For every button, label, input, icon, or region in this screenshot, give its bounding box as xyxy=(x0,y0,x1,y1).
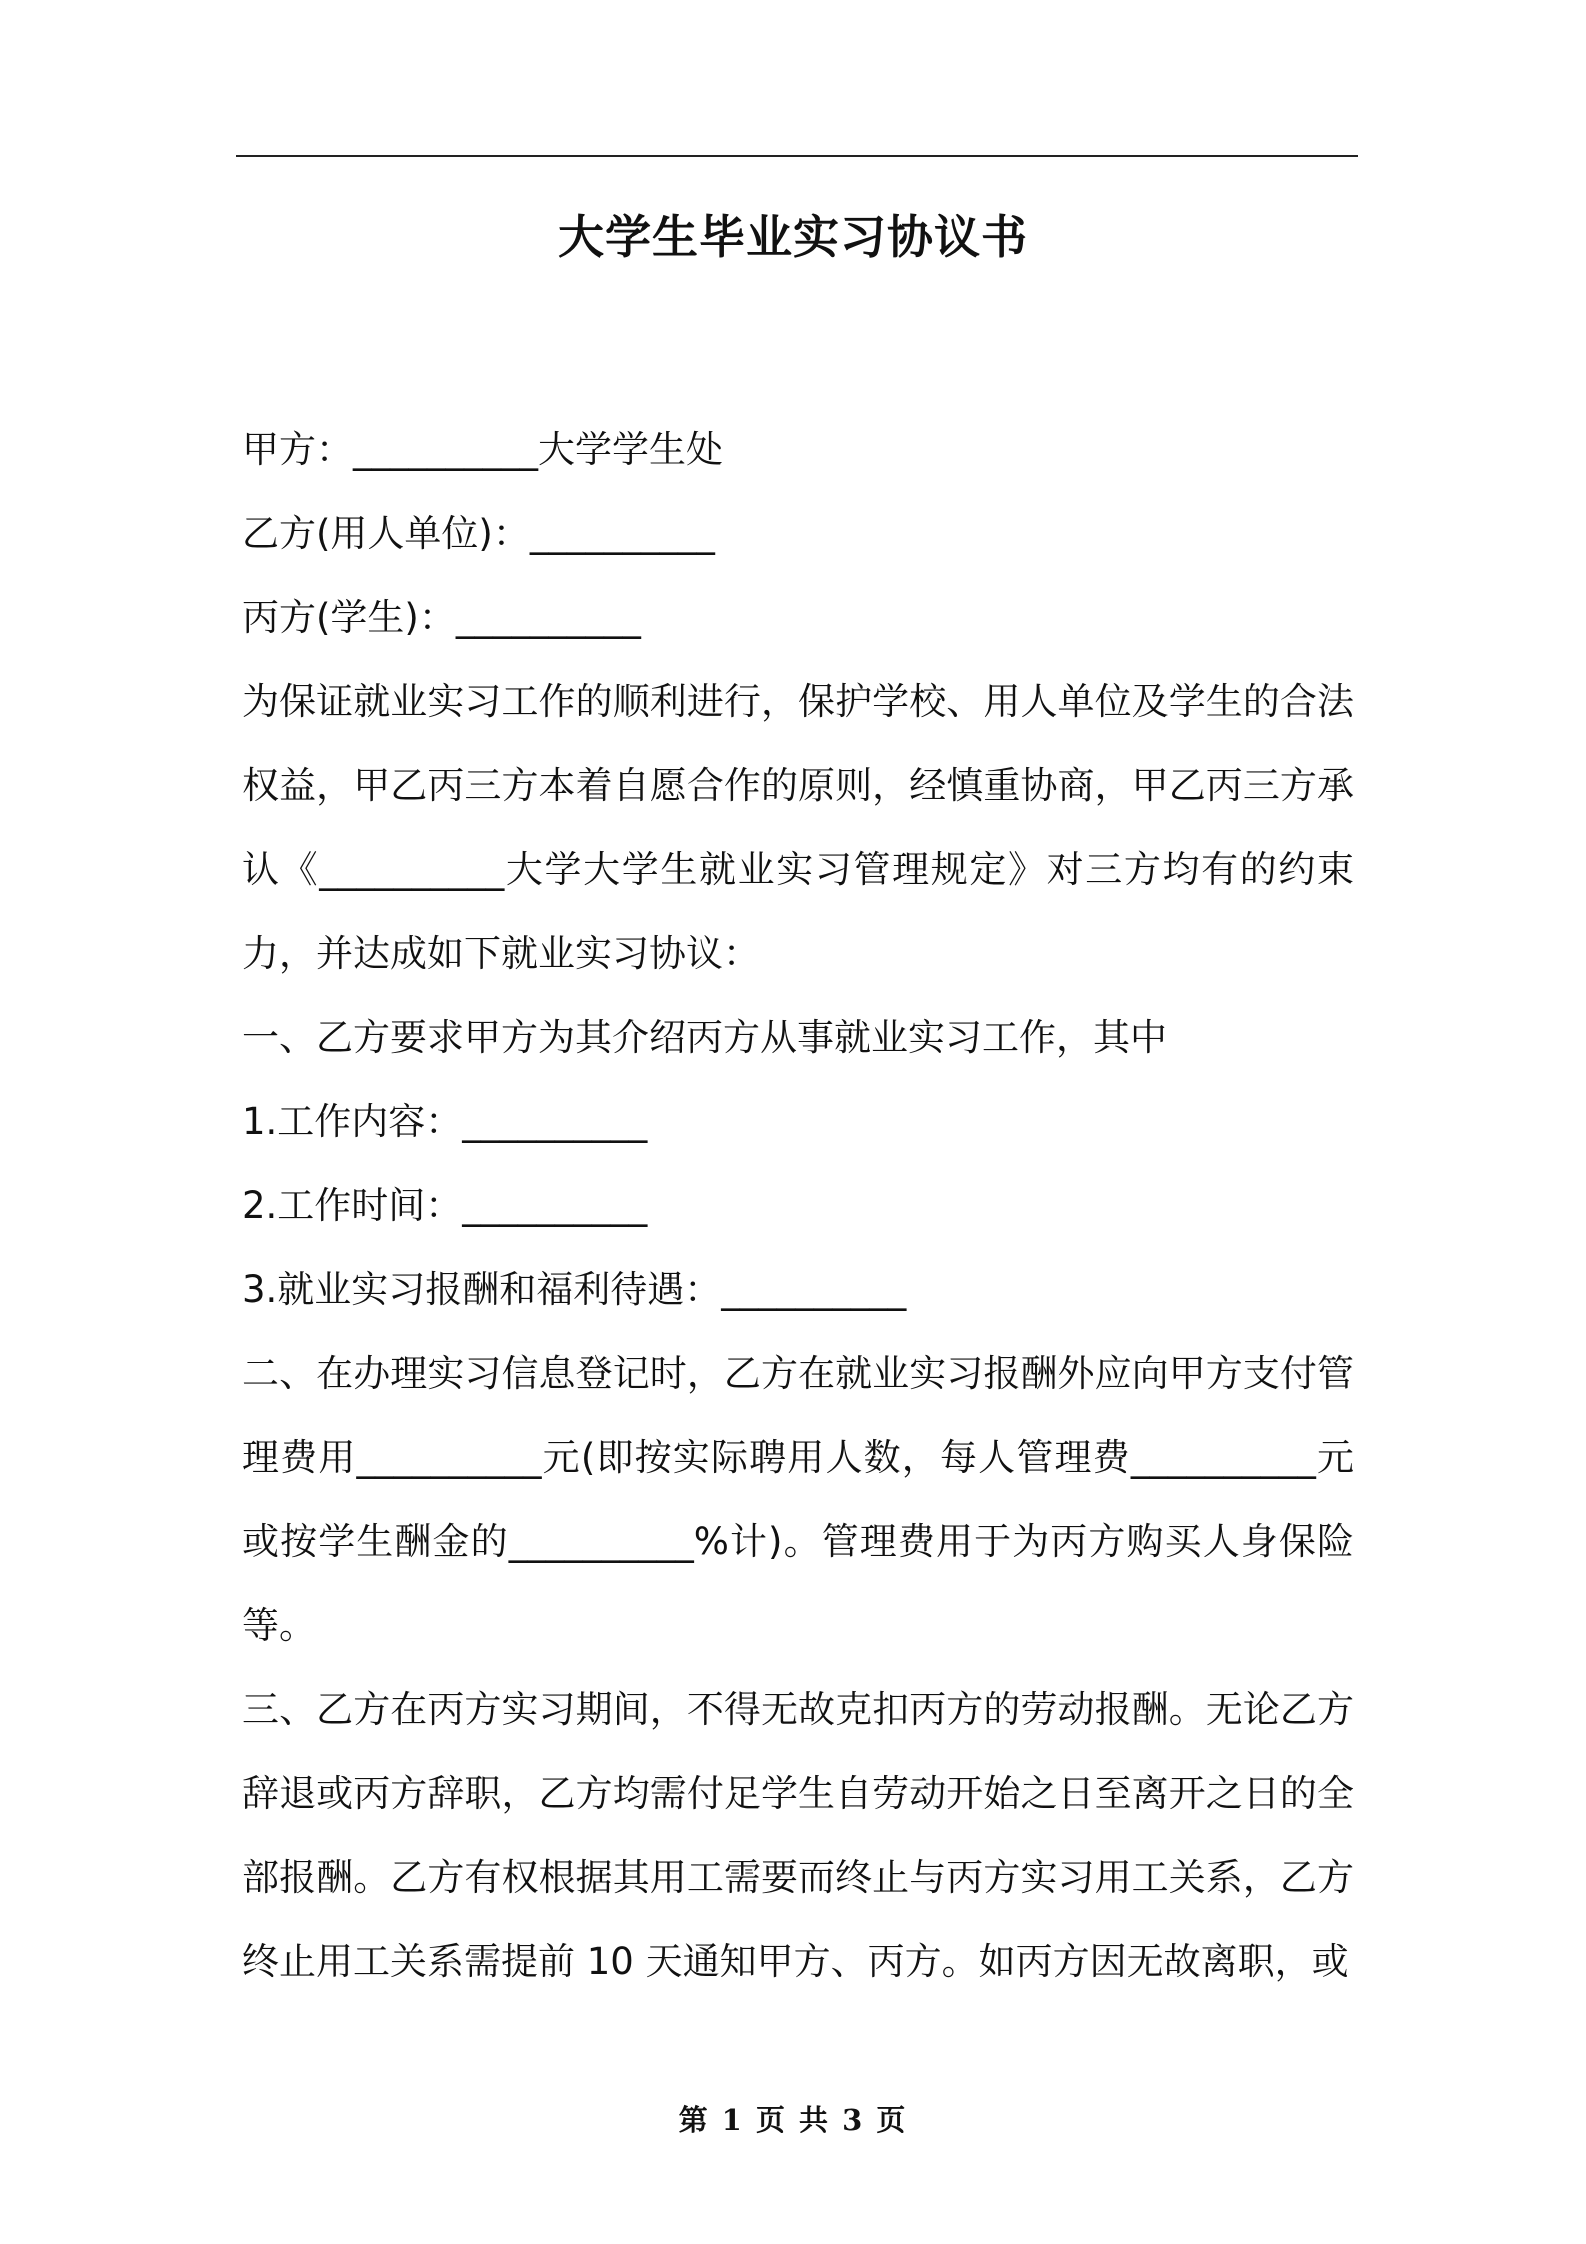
page-number-footer: 第 1 页 共 3 页 xyxy=(678,2103,908,2137)
clause-3-paragraph: 三、乙方在丙方实习期间，不得无故克扣丙方的劳动报酬。无论乙方辞退或丙方辞职，乙方均需付足学生自劳动开始之日至离开之日的全部报酬。乙方有权根据其用工需要而终止与丙方实习用工关系，乙方终止用工关系需提前 10 天通知甲方、丙方。如丙方因无故离职，或 xyxy=(242,1688,1354,1983)
party-a-line: 甲方：__________大学学生处 xyxy=(242,428,723,471)
clause-1-item-2: 2.工作时间：__________ xyxy=(242,1184,648,1227)
clause-1-item-1: 1.工作内容：__________ xyxy=(242,1100,648,1143)
preamble-paragraph: 为保证就业实习工作的顺利进行，保护学校、用人单位及学生的合法权益，甲乙丙三方本着自愿合作的原则，经慎重协商，甲乙丙三方承认《__________大学大学生就业实习管理规定》对三方均有的约束力，并达成如下就业实习协议： xyxy=(242,680,1354,975)
document-body xyxy=(242,408,1354,2004)
party-c-line: 丙方(学生)：__________ xyxy=(242,596,641,639)
party-b-line: 乙方(用人单位)：__________ xyxy=(242,512,715,555)
clause-1-heading: 一、乙方要求甲方为其介绍丙方从事就业实习工作，其中 xyxy=(242,1016,1167,1059)
header-rule xyxy=(236,155,1358,157)
document-title: 大学生毕业实习协议书 xyxy=(558,210,1028,264)
clause-2-paragraph: 二、在办理实习信息登记时，乙方在就业实习报酬外应向甲方支付管理费用__________元(即按实际聘用人数，每人管理费__________元或按学生酬金的__________%计)。管理费用于为丙方购买人身保险等。 xyxy=(242,1352,1354,1647)
clause-1-item-3: 3.就业实习报酬和福利待遇：__________ xyxy=(242,1268,907,1311)
